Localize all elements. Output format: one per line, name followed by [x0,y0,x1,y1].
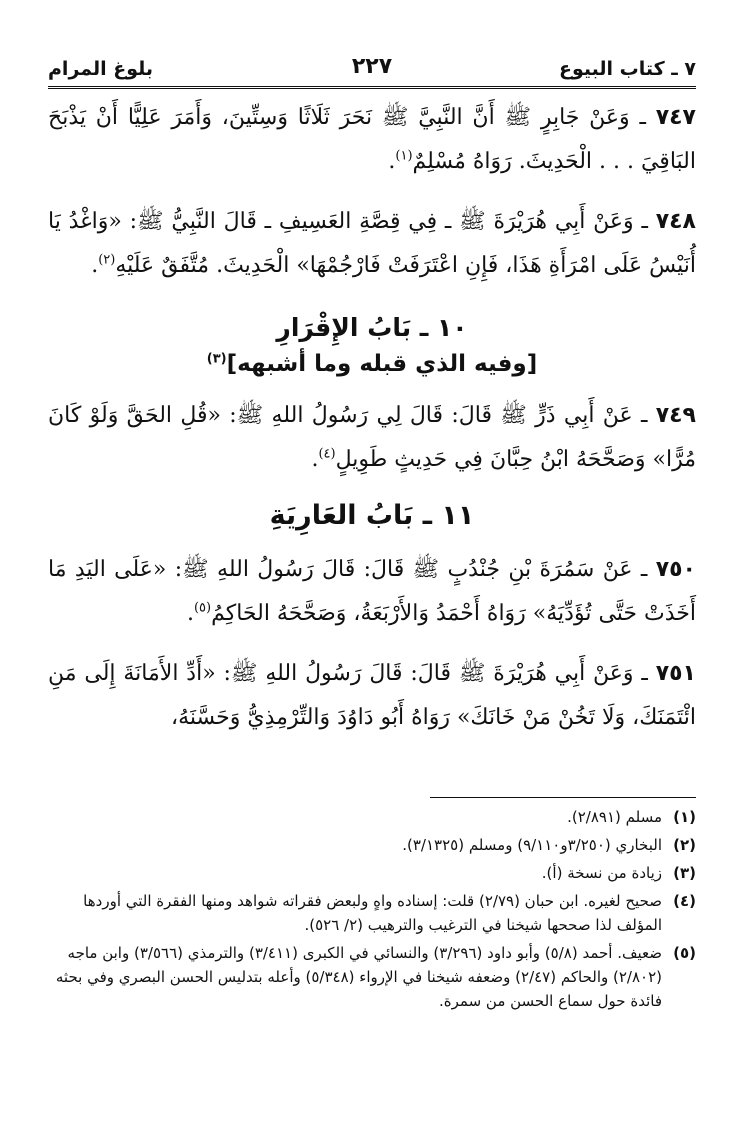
footnote-item [48,833,696,857]
footnote-item [48,805,696,829]
footnote-ref: (٤) [318,446,336,462]
hadith-number: ٧٥٠ [655,557,696,582]
footnote-ref: (١) [395,148,413,164]
hadith-751 [48,652,696,740]
page-body [48,96,696,756]
footnote-text: ضعيف. أحمد (٥/٨) وأبو داود (٣/٢٩٦) والنسائي في الكبرى (٣/٤١١) والترمذي (٣/٥٦٦) وابن ماجه (٢/٨٠٢) والحاكم (٢/٤٧) وضعفه شيخنا في الإرواء (٥/٣٤٨) وأعله بتدليس الحسن البصري وفي بحثه فائدة حول سماع الحسن من سمرة. [55,944,662,1010]
footnote-number: (٥) [673,944,696,962]
hadith-text: ـ عَنْ سَمُرَةَ بْنِ جُنْدُبٍ ﷺ قَالَ: قَالَ رَسُولُ اللهِ ﷺ: «عَلَى اليَدِ مَا أَخَذَتْ حَتَّى تُؤَدِّيَهُ» رَوَاهُ أَحْمَدُ وَالأَرْبَعَةُ، وَصَحَّحَهُ الحَاكِمُ [48,557,696,626]
footnote-text: صحيح لغيره. ابن حبان (٢/٧٩) قلت: إسناده واهٍ ولبعض فقراته شواهد ومنها الفقرة التي أوردها المؤلف لذا صححها شيخنا في الترغيب والترهيب (٢/ ٥٢٦). [83,892,662,934]
hadith-text: ـ وَعَنْ أَبِي هُرَيْرَةَ ﷺ ـ فِي قِصَّةِ العَسِيفِ ـ قَالَ النَّبِيُّ ﷺ: «وَاغْدُ يَا أُنَيْسُ عَلَى امْرَأَةِ هَذَا، فَإِنِ اعْتَرَفَتْ فَارْجُمْهَا» الْحَدِيثَ. مُتَّفَقٌ عَلَيْهِ [48,209,696,278]
header-chapter: ٧ ـ كتاب البيوع [558,58,696,80]
hadith-number: ٧٤٧ [655,105,696,130]
footnote-item [48,941,696,1013]
hadith-number: ٧٥١ [655,661,696,686]
hadith-748: ٧٤٨ ـ وَعَنْ أَبِي هُرَيْرَةَ ﷺ ـ فِي قِصَّةِ العَسِيفِ ـ قَالَ النَّبِيُّ ﷺ: «وَاغْدُ يَا أُنَيْسُ عَلَى امْرَأَةِ هَذَا، فَإِنِ اعْتَرَفَتْ فَارْجُمْهَا» الْحَدِيثَ. مُتَّفَقٌ عَلَيْهِ$^{(٢)}$. [48,209,696,278]
page-number: ٢٢٧ [351,54,393,79]
running-header [48,52,696,86]
footnote-number: (١) [673,808,696,826]
header-rule [48,86,696,89]
footnote-number: (٢) [673,836,696,854]
hadith-number: ٧٤٨ [655,209,696,234]
hadith-text: ـ وَعَنْ أَبِي هُرَيْرَةَ ﷺ قَالَ: قَالَ رَسُولُ اللهِ ﷺ: «أَدِّ الأَمَانَةَ إِلَى مَنِ ائْتَمَنَكَ، وَلَا تَخُنْ مَنْ خَانَكَ» رَوَاهُ أَبُو دَاوُدَ وَالتِّرْمِذِيُّ وَحَسَّنَهُ، [48,661,696,730]
chapter-subheading-10 [48,346,696,382]
footnote-item [48,889,696,937]
footnote-number: (٤) [673,892,696,910]
hadith-747: ٧٤٧ ـ وَعَنْ جَابِرٍ ﷺ أَنَّ النَّبِيَّ ﷺ نَحَرَ ثَلَاثًا وَسِتِّينَ، وَأَمَرَ عَلِيًّا أَنْ يَذْبَحَ البَاقِيَ . . . الْحَدِيثَ. رَوَاهُ مُسْلِمٌ$^{(١)}$. [48,105,696,174]
footnote-ref: (٣) [206,351,227,367]
footnote-number: (٣) [673,864,696,882]
hadith-750: ٧٥٠ ـ عَنْ سَمُرَةَ بْنِ جُنْدُبٍ ﷺ قَالَ: قَالَ رَسُولُ اللهِ ﷺ: «عَلَى اليَدِ مَا أَخَذَتْ حَتَّى تُؤَدِّيَهُ» رَوَاهُ أَحْمَدُ وَالأَرْبَعَةُ، وَصَحَّحَهُ الحَاكِمُ$^{(٥)}$. [48,557,696,626]
chapter-heading-10: ١٠ ـ بَابُ الإِقْرَارِ [276,313,468,342]
footnote-ref: (٥) [193,600,212,616]
hadith-text: ـ عَنْ أَبِي ذَرٍّ ﷺ قَالَ: قَالَ لِي رَسُولُ اللهِ ﷺ: «قُلِ الحَقَّ وَلَوْ كَانَ مُرًّا» وَصَحَّحَهُ ابْنُ حِبَّانَ فِي حَدِيثٍ طَوِيلٍ [48,403,696,472]
hadith-text: ـ وَعَنْ جَابِرٍ ﷺ أَنَّ النَّبِيَّ ﷺ نَحَرَ ثَلَاثًا وَسِتِّينَ، وَأَمَرَ عَلِيًّا أَنْ يَذْبَحَ البَاقِيَ . . . الْحَدِيثَ. رَوَاهُ مُسْلِمٌ [48,105,696,174]
footnote-text: مسلم (٢/٨٩١). [567,808,662,826]
chapter-heading-11: ١١ ـ بَابُ العَارِيَةِ [269,500,475,531]
hadith-number: ٧٤٩ [655,403,696,428]
hadith-749: ٧٤٩ ـ عَنْ أَبِي ذَرٍّ ﷺ قَالَ: قَالَ لِي رَسُولُ اللهِ ﷺ: «قُلِ الحَقَّ وَلَوْ كَانَ مُرًّا» وَصَحَّحَهُ ابْنُ حِبَّانَ فِي حَدِيثٍ طَوِيلٍ$^{(٤)}$. [48,403,696,472]
chapter-subtitle: [وفيه الذي قبله وما أشبهه] [226,351,538,377]
footnotes [48,805,696,1017]
footnote-ref: (٢) [98,252,116,268]
footnote-text: زيادة من نسخة (أ). [541,864,662,882]
header-book-title: بلوغ المرام [48,58,154,80]
footnote-text: البخاري (٣/٢٥٠و٩/١١٠) ومسلم (٣/١٣٢٥). [402,836,662,854]
footnote-separator [430,797,696,798]
footnote-item [48,861,696,885]
